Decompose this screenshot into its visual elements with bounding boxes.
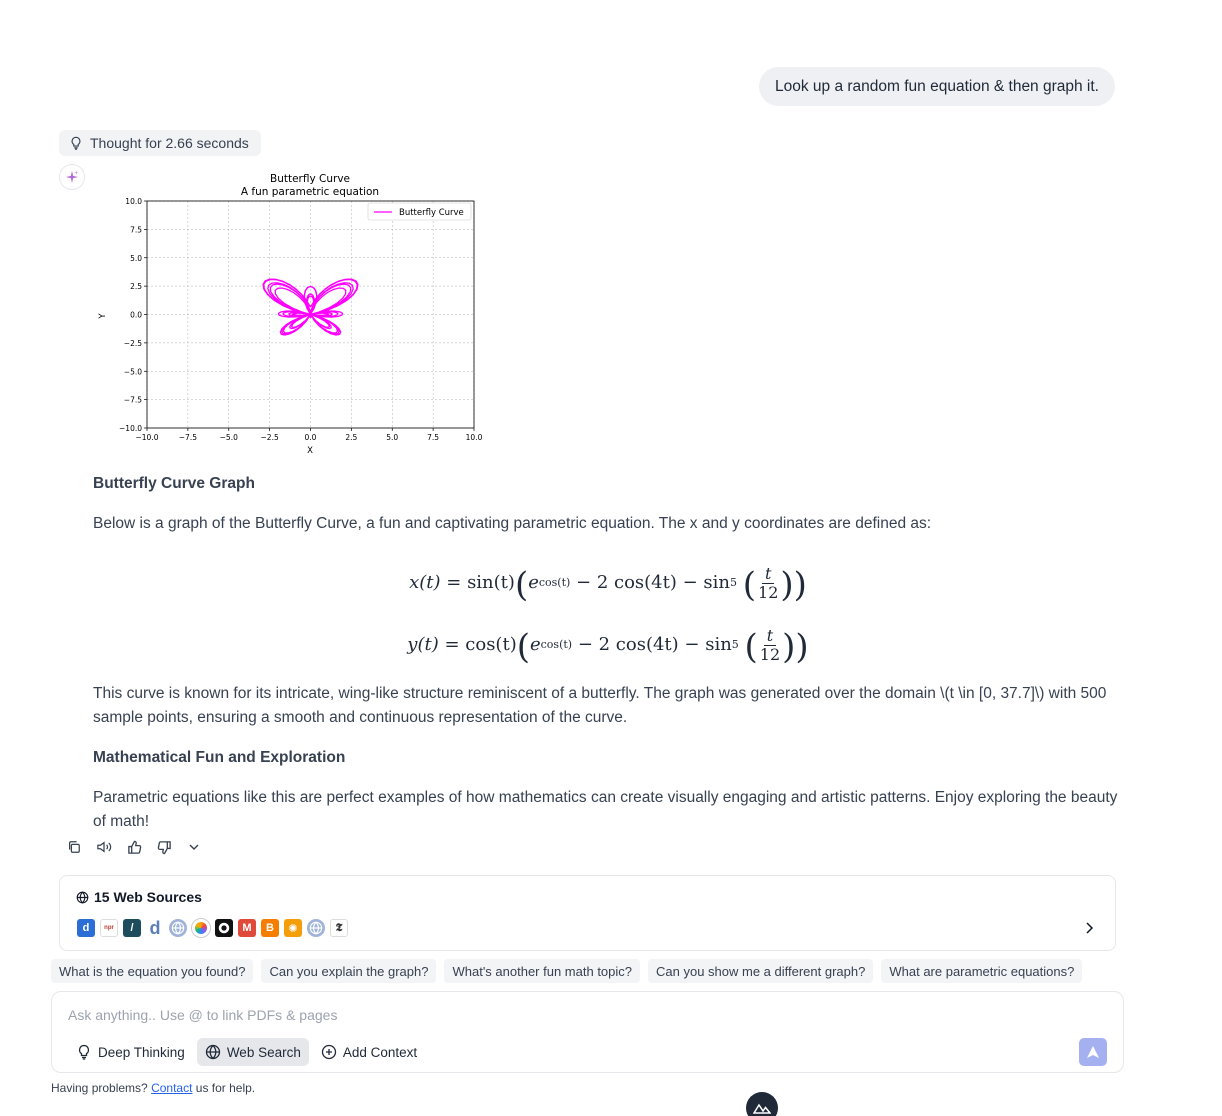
x-tick-label: 0.0 — [304, 433, 317, 442]
suggestion-chips — [51, 959, 1082, 983]
source-d-light-icon[interactable]: d — [146, 919, 164, 937]
response-paragraph-3: Parametric equations like this are perfect examples of how mathematics can create visually engaging and artistic patterns. Enjoy exploring the beauty of math! — [93, 789, 1118, 830]
y-tick-label: −5.0 — [123, 367, 142, 377]
equation-y: y(t) = cos(t) ( e cos(t) − 2 cos(4t) − sin 5 ( $\frac{t}{12}$ )) — [407, 625, 809, 667]
thumbs-up-icon[interactable] — [126, 838, 142, 856]
x-tick-label: 10.0 — [465, 433, 483, 442]
plus-circle-icon — [321, 1044, 337, 1060]
source-d-blue-icon[interactable]: d — [77, 919, 95, 937]
suggestion-chip[interactable]: What is the equation you found? — [51, 959, 253, 983]
chat-input-box — [51, 991, 1124, 1073]
source-npr-icon[interactable]: npr — [100, 919, 118, 937]
suggestion-chip[interactable]: What are parametric equations? — [881, 959, 1082, 983]
y-tick-label: 7.5 — [130, 225, 142, 235]
x-tick-label: −7.5 — [178, 433, 197, 442]
source-slash-green-icon[interactable]: / — [123, 919, 141, 937]
lightbulb-icon — [69, 136, 83, 150]
chevron-down-icon[interactable] — [186, 838, 202, 856]
user-message-bubble — [759, 67, 1115, 106]
legend-label: Butterfly Curve — [399, 208, 464, 218]
equation-x: x(t) = sin(t) ( e cos(t) − 2 cos(4t) − sin 5 ( $\frac{t}{12}$ )) — [409, 563, 807, 605]
send-arrow-icon — [1086, 1045, 1100, 1059]
thumbs-down-icon[interactable] — [156, 838, 172, 856]
user-message-text: Look up a random fun equation & then graph it. — [774, 77, 1099, 95]
x-tick-label: −5.0 — [219, 433, 238, 442]
x-tick-label: 7.5 — [427, 433, 440, 442]
mountain-logo-icon — [753, 1102, 771, 1114]
source-sun-icon[interactable]: ✺ — [284, 919, 302, 937]
suggestion-chip[interactable]: Can you show me a different graph? — [648, 959, 873, 983]
source-gmail-icon[interactable]: M — [238, 919, 256, 937]
chart-svg — [93, 168, 493, 458]
y-axis-label: Y — [98, 313, 108, 319]
response-paragraph-2: This curve is known for its intricate, wing-like structure reminiscent of a butterfly. The graph was generated over the domain \(t \in [0, 37.7]\) with 500 sample points, ensuring a smooth and continuous representation of the curve. — [93, 685, 1107, 726]
x-tick-label: 2.5 — [345, 433, 358, 442]
chart-title: Butterfly Curve — [269, 173, 351, 185]
add-context-button[interactable]: Add Context — [313, 1038, 425, 1066]
y-tick-label: −2.5 — [123, 338, 142, 348]
source-globe-1-icon[interactable] — [169, 919, 187, 937]
y-tick-label: −7.5 — [123, 395, 142, 405]
message-actions — [66, 838, 202, 856]
chart-subtitle: A fun parametric equation — [240, 186, 380, 198]
web-search-button[interactable]: Web Search — [197, 1038, 309, 1066]
contact-link[interactable]: Contact — [151, 1081, 193, 1095]
suggestion-chip[interactable]: What's another fun math topic? — [444, 959, 640, 983]
x-axis-label: X — [307, 446, 313, 456]
suggestion-chip[interactable]: Can you explain the graph? — [261, 959, 436, 983]
copy-icon[interactable] — [66, 838, 82, 856]
send-button[interactable] — [1079, 1038, 1107, 1066]
y-tick-label: 2.5 — [130, 282, 142, 292]
web-sources-title: 15 Web Sources — [76, 889, 202, 905]
source-nyt-icon[interactable]: 𝕿 — [330, 919, 348, 937]
chevron-right-icon[interactable] — [1083, 920, 1095, 936]
x-tick-label: 5.0 — [386, 433, 399, 442]
input-tools — [68, 1038, 425, 1066]
help-footer: Having problems? Contact us for help. — [51, 1081, 256, 1095]
y-tick-label: −10.0 — [119, 424, 142, 433]
deep-thinking-button[interactable]: Deep Thinking — [68, 1038, 193, 1066]
source-icon-list — [77, 919, 348, 937]
floating-app-button[interactable] — [746, 1092, 778, 1116]
source-globe-2-icon[interactable] — [307, 919, 325, 937]
speaker-icon[interactable] — [96, 838, 112, 856]
x-tick-label: −10.0 — [135, 433, 159, 442]
thought-toggle[interactable] — [59, 130, 261, 156]
response-intro: Below is a graph of the Butterfly Curve, a fun and captivating parametric equation. The x and y coordinates are defined as: — [93, 515, 932, 532]
thought-label: Thought for 2.66 seconds — [90, 135, 249, 151]
lightbulb-icon — [76, 1044, 92, 1060]
globe-icon — [76, 891, 89, 904]
chart-legend — [368, 203, 471, 220]
chat-input[interactable] — [68, 1005, 1068, 1025]
y-tick-label: 5.0 — [130, 253, 142, 263]
assistant-response — [93, 470, 1123, 850]
source-blogger-icon[interactable]: B — [261, 919, 279, 937]
response-heading-2: Mathematical Fun and Exploration — [93, 749, 346, 766]
y-tick-label: 0.0 — [130, 310, 142, 320]
web-sources-panel[interactable] — [59, 875, 1116, 951]
source-peacock-icon[interactable] — [192, 919, 210, 937]
globe-icon — [205, 1044, 221, 1060]
response-heading-1: Butterfly Curve Graph — [93, 475, 255, 492]
ai-sparkle-icon — [59, 164, 85, 190]
butterfly-chart — [93, 168, 493, 458]
y-tick-label: 10.0 — [125, 197, 142, 206]
x-tick-label: −2.5 — [260, 433, 279, 442]
source-eye-icon[interactable] — [215, 919, 233, 937]
chart-ticks — [119, 197, 483, 442]
